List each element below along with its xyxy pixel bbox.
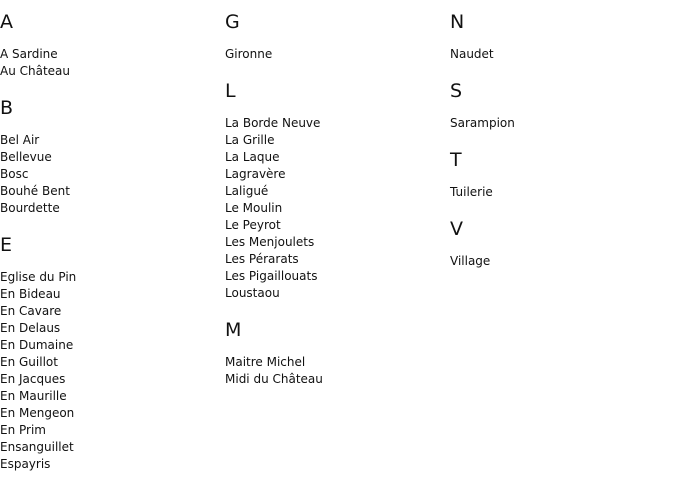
place-link[interactable]: Bosc	[0, 167, 29, 181]
place-link[interactable]: En Guillot	[0, 355, 58, 369]
letter-heading: N	[450, 11, 465, 33]
place-link[interactable]: Espayris	[0, 457, 51, 471]
place-link[interactable]: Village	[450, 254, 491, 268]
letter-group-t	[450, 149, 670, 201]
letter-heading: E	[0, 234, 13, 256]
place-link[interactable]: Le Moulin	[225, 201, 283, 215]
letter-heading: B	[0, 97, 14, 119]
place-link[interactable]: En Bideau	[0, 287, 61, 301]
place-link[interactable]: Les Menjoulets	[225, 235, 315, 249]
letter-group-s	[450, 80, 670, 132]
letter-heading: M	[225, 319, 242, 341]
place-list	[0, 132, 220, 217]
place-link[interactable]: Lagravère	[225, 167, 286, 181]
letter-group-m	[225, 319, 445, 388]
letter-group-a	[0, 11, 220, 80]
place-link[interactable]: Au Château	[0, 64, 71, 78]
place-link[interactable]: Bellevue	[0, 150, 52, 164]
place-list	[225, 354, 445, 388]
place-list	[225, 115, 445, 302]
index-column-3	[450, 0, 670, 270]
index-column-1	[0, 0, 220, 473]
letter-group-l	[225, 80, 445, 302]
place-link[interactable]: Laligué	[225, 184, 269, 198]
place-list	[0, 46, 220, 80]
place-link[interactable]: Loustaou	[225, 286, 280, 300]
letter-heading: L	[225, 80, 236, 102]
place-list	[0, 269, 220, 473]
place-link[interactable]: Bouhé Bent	[0, 184, 70, 198]
place-link[interactable]: Les Pigaillouats	[225, 269, 318, 283]
place-link[interactable]: Maitre Michel	[225, 355, 306, 369]
place-list	[450, 253, 670, 270]
place-link[interactable]: En Prim	[0, 423, 46, 437]
place-link[interactable]: A Sardine	[0, 47, 58, 61]
place-link[interactable]: La Borde Neuve	[225, 116, 321, 130]
letter-group-e	[0, 234, 220, 473]
place-link[interactable]: Eglise du Pin	[0, 270, 77, 284]
place-link[interactable]: En Delaus	[0, 321, 61, 335]
letter-heading: T	[450, 149, 462, 171]
place-link[interactable]: Sarampion	[450, 116, 515, 130]
place-link[interactable]: En Maurille	[0, 389, 67, 403]
place-link[interactable]: Tuilerie	[450, 185, 493, 199]
place-link[interactable]: Les Pérarats	[225, 252, 299, 266]
place-link[interactable]: En Jacques	[0, 372, 66, 386]
index-column-2	[225, 0, 445, 388]
place-link[interactable]: Le Peyrot	[225, 218, 281, 232]
place-link[interactable]: Naudet	[450, 47, 494, 61]
letter-group-n	[450, 11, 670, 63]
place-link[interactable]: La Laque	[225, 150, 280, 164]
place-link[interactable]: Ensanguillet	[0, 440, 74, 454]
letter-heading: G	[225, 11, 240, 33]
letter-group-g	[225, 11, 445, 63]
letter-heading: V	[450, 218, 463, 240]
place-link[interactable]: En Mengeon	[0, 406, 75, 420]
place-list	[450, 46, 670, 63]
place-link[interactable]: Gironne	[225, 47, 273, 61]
letter-group-b	[0, 97, 220, 217]
place-link[interactable]: En Cavare	[0, 304, 62, 318]
place-link[interactable]: La Grille	[225, 133, 275, 147]
letter-heading: S	[450, 80, 463, 102]
place-list	[450, 184, 670, 201]
place-list	[450, 115, 670, 132]
place-list	[225, 46, 445, 63]
place-link[interactable]: Midi du Château	[225, 372, 323, 386]
place-link[interactable]: Bel Air	[0, 133, 40, 147]
place-link[interactable]: Bourdette	[0, 201, 60, 215]
letter-heading: A	[0, 11, 13, 33]
letter-group-v	[450, 218, 670, 270]
place-link[interactable]: En Dumaine	[0, 338, 74, 352]
